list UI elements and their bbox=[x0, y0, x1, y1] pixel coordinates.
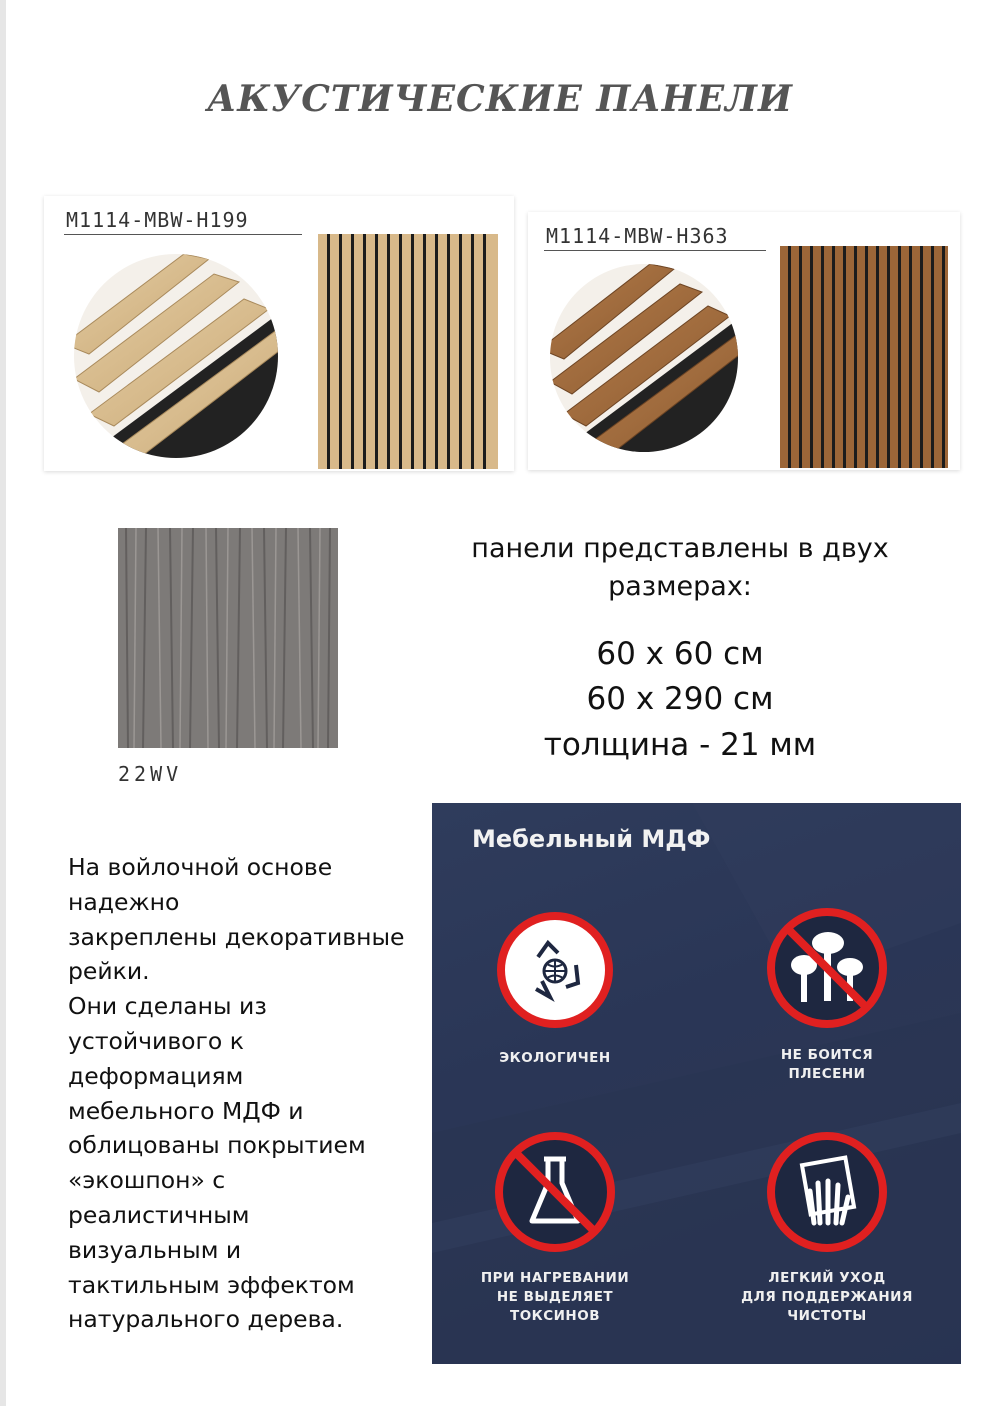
badge-label-line: ЛЕГКИЙ УХОД bbox=[768, 1270, 886, 1286]
badge-label-line: ПРИ НАГРЕВАНИИ bbox=[480, 1270, 630, 1286]
description-line: закреплены декоративные bbox=[68, 922, 405, 951]
description-line: надежно bbox=[68, 887, 180, 916]
description-line: Они сделаны из bbox=[68, 992, 267, 1021]
description-line: натурального дерева. bbox=[68, 1305, 344, 1334]
badge-label-line: ЧИСТОТЫ bbox=[787, 1308, 867, 1324]
page-title: АКУСТИЧЕСКИЕ ПАНЕЛИ bbox=[206, 78, 794, 120]
badge-label-line: НЕ ВЫДЕЛЯЕТ bbox=[496, 1289, 614, 1305]
description-line: деформациям bbox=[68, 1061, 244, 1090]
badge-label-mold bbox=[747, 1046, 907, 1084]
mold-crossed-icon bbox=[766, 907, 888, 1029]
product-code-underline-1 bbox=[64, 234, 302, 235]
description-line: тактильным эффектом bbox=[68, 1270, 355, 1299]
wood-sample-swatch bbox=[118, 528, 338, 748]
mdf-infographic bbox=[432, 803, 961, 1364]
badge-label-line: ПЛЕСЕНИ bbox=[788, 1066, 866, 1082]
product-card-1 bbox=[44, 196, 514, 471]
sizes-intro bbox=[440, 530, 920, 606]
badge-label-line: ТОКСИНОВ bbox=[510, 1308, 600, 1324]
thickness: толщина - 21 мм bbox=[543, 727, 817, 763]
size-1: 60 x 60 см bbox=[596, 636, 764, 672]
description-line: «экошпон» с bbox=[68, 1166, 226, 1195]
description-line: реалистичным bbox=[68, 1200, 250, 1229]
page-edge bbox=[0, 0, 6, 1406]
hand-cloth-icon bbox=[766, 1131, 888, 1253]
product-code-2: M1114-MBW-H363 bbox=[546, 224, 729, 248]
sample-code-label: 22WV bbox=[118, 762, 183, 786]
product-card-2 bbox=[528, 212, 960, 470]
description-line: рейки. bbox=[68, 957, 150, 986]
slat-closeup-1 bbox=[74, 254, 278, 458]
mdf-title: Мебельный МДФ bbox=[472, 825, 711, 853]
slat-panel-1 bbox=[318, 234, 498, 469]
badge-label-line: ДЛЯ ПОДДЕРЖАНИЯ bbox=[741, 1289, 913, 1305]
slat-panel-2 bbox=[780, 246, 948, 468]
description-line: визуальным и bbox=[68, 1235, 242, 1264]
recycle-globe-icon bbox=[496, 911, 614, 1029]
flask-crossed-icon bbox=[494, 1131, 616, 1253]
badge-label-care bbox=[732, 1269, 922, 1326]
product-code-underline-2 bbox=[544, 250, 766, 251]
badge-label-line: НЕ БОИТСЯ bbox=[780, 1047, 874, 1063]
description-text bbox=[68, 850, 428, 1337]
badge-label-line: ЭКОЛОГИЧЕН bbox=[499, 1050, 611, 1066]
badge-label-eco bbox=[475, 1049, 635, 1068]
sizes-intro-line-1: панели представлены в двух bbox=[471, 533, 889, 564]
description-line: облицованы покрытием bbox=[68, 1131, 366, 1160]
description-line: мебельного МДФ и bbox=[68, 1096, 304, 1125]
description-line: устойчивого к bbox=[68, 1026, 244, 1055]
product-code-1: M1114-MBW-H199 bbox=[66, 208, 249, 232]
sizes-intro-line-2: размерах: bbox=[608, 571, 752, 602]
description-line: На войлочной основе bbox=[68, 853, 333, 881]
badge-label-toxins bbox=[465, 1269, 645, 1326]
slat-closeup-2 bbox=[550, 264, 738, 452]
size-2: 60 x 290 см bbox=[586, 681, 774, 717]
